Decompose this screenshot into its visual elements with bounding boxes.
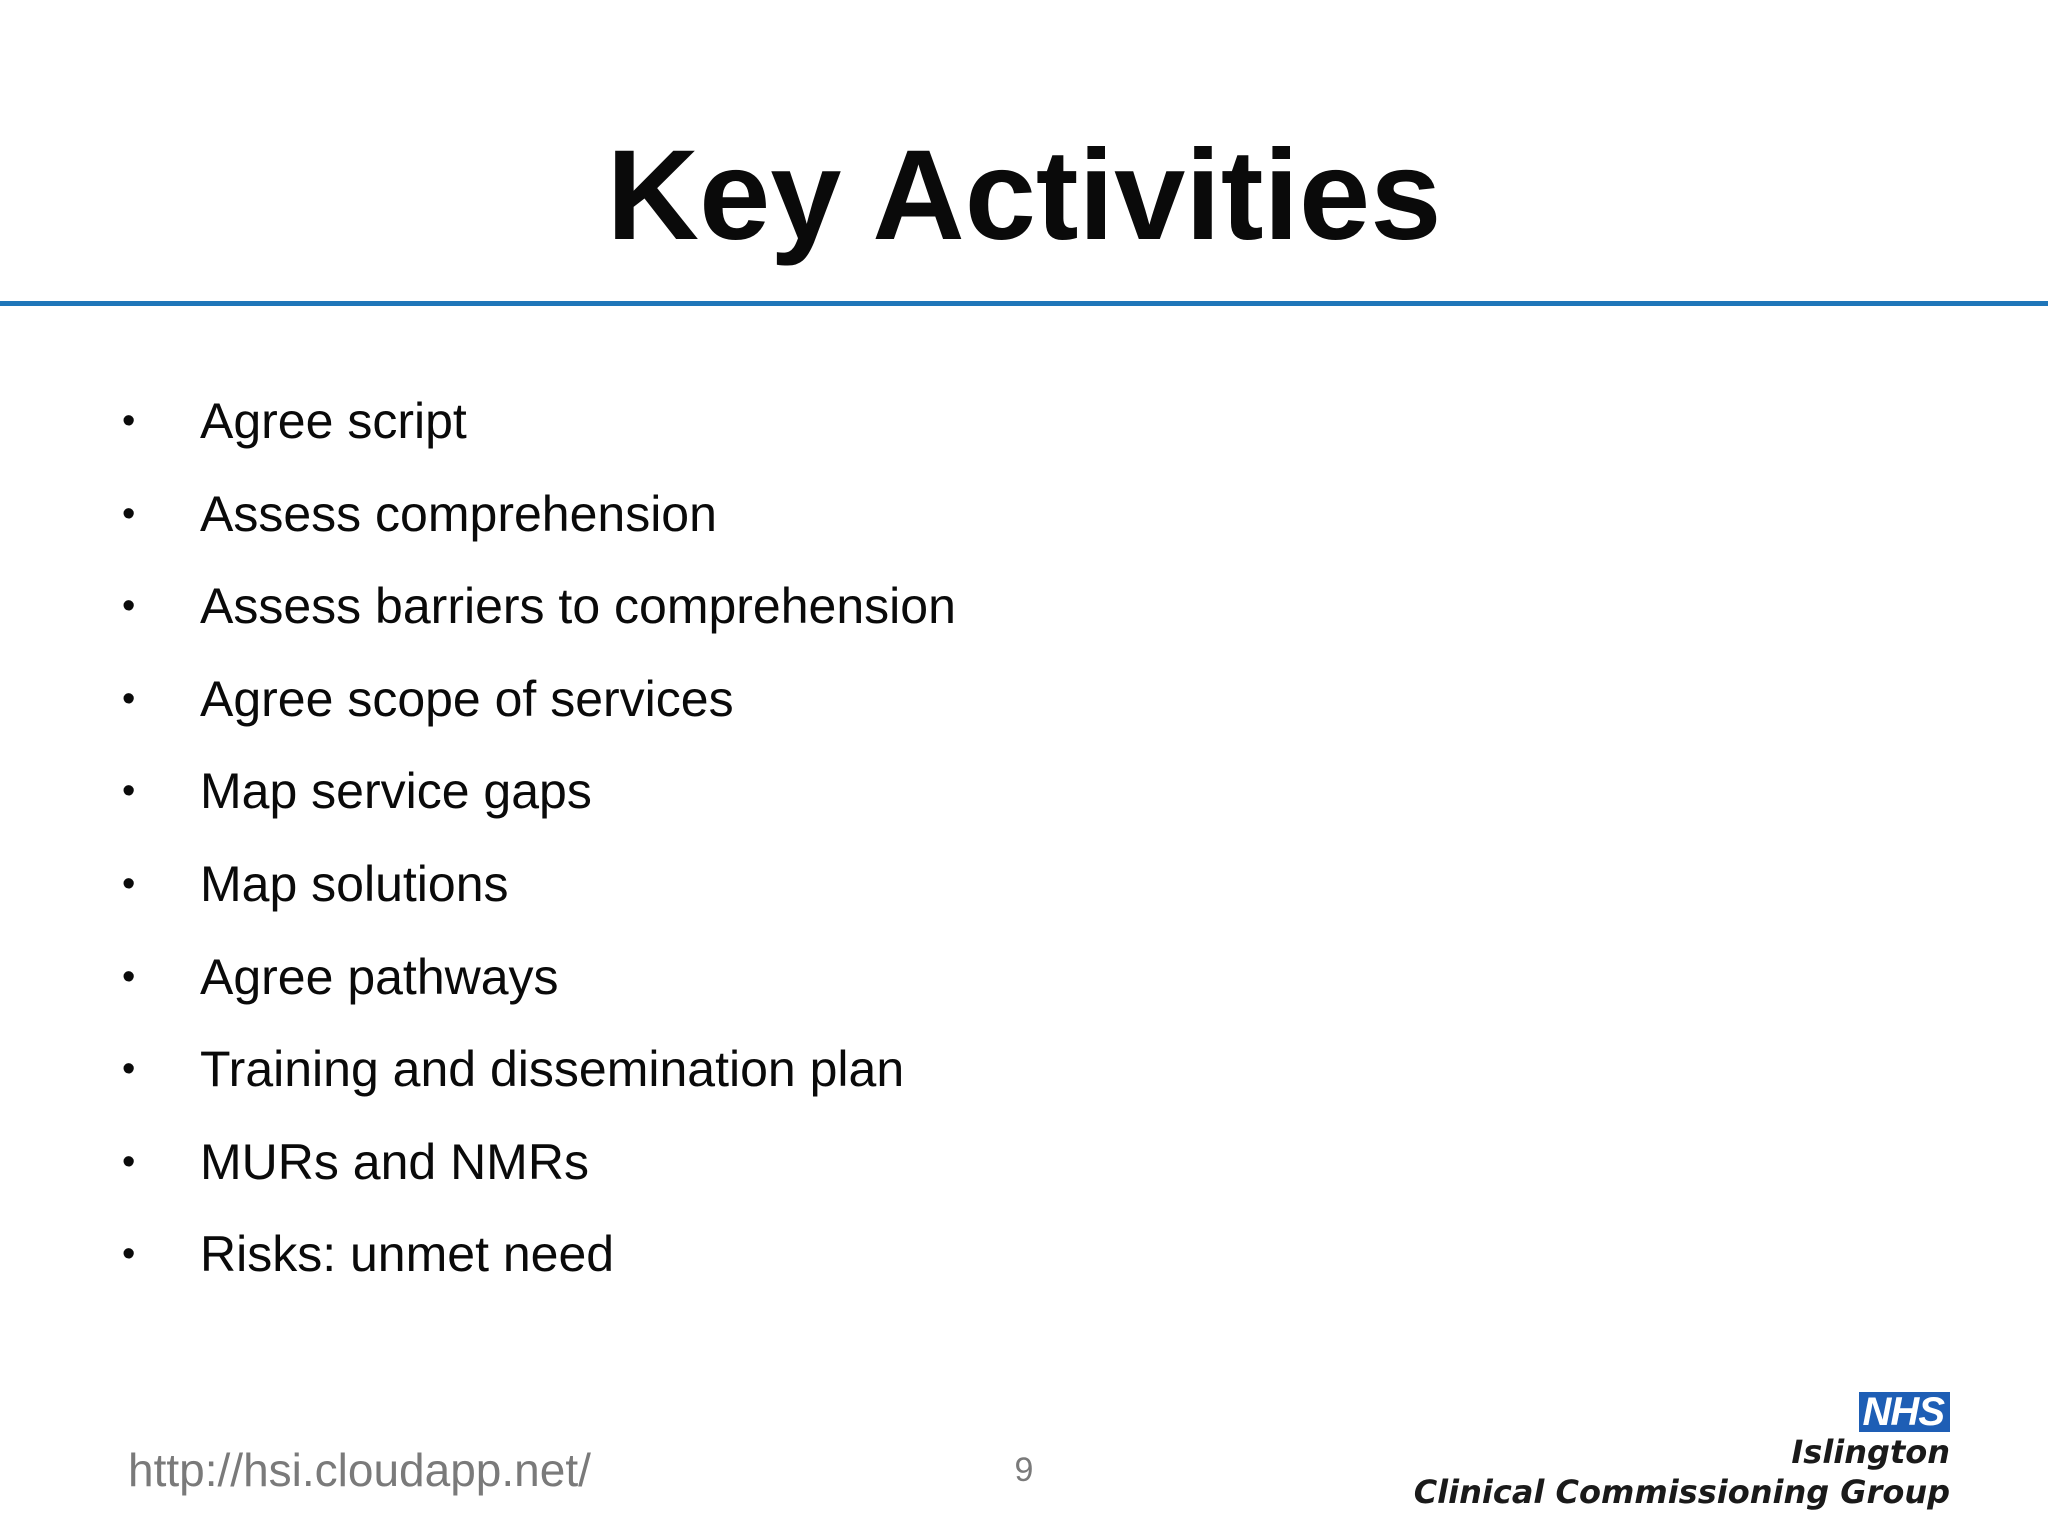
bullet-item	[0, 478, 1400, 571]
bullet-item	[0, 848, 1400, 941]
bullet-item	[0, 755, 1400, 848]
bullet-item	[0, 663, 1400, 756]
slide-title: Key Activities	[606, 124, 1442, 267]
nhs-logo	[1414, 1392, 1950, 1512]
bullet-dot-icon: •	[122, 400, 136, 442]
bullet-dot-icon: •	[122, 492, 136, 535]
bullet-item	[0, 1126, 1400, 1219]
nhs-badge: NHS	[1859, 1392, 1950, 1432]
bullet-item	[0, 385, 1400, 478]
bullet-item	[0, 1218, 1400, 1311]
bullet-text: Agree pathways	[200, 948, 559, 1005]
bullet-text: Training and dissemination plan	[200, 1041, 905, 1098]
bullet-dot-icon: •	[122, 955, 136, 998]
bullet-text: Assess barriers to comprehension	[200, 578, 956, 635]
bullet-dot-icon: •	[122, 1140, 136, 1183]
bullet-text: Agree scope of services	[200, 670, 734, 727]
bullet-item	[0, 941, 1400, 1034]
bullet-dot-icon: •	[122, 1048, 136, 1091]
bullet-text: MURs and NMRs	[200, 1133, 589, 1190]
page-number: 9	[1014, 1451, 1034, 1489]
bullet-dot-icon: •	[122, 862, 136, 905]
bullet-text: Map solutions	[200, 855, 509, 912]
bullet-dot-icon: •	[122, 585, 136, 628]
bullet-text: Assess comprehension	[200, 485, 717, 542]
bullet-text: Agree script	[200, 393, 467, 449]
logo-org-subtitle: Clinical Commissioning Group	[1413, 1473, 1950, 1511]
footer-url: http://hsi.cloudapp.net/	[128, 1444, 591, 1496]
bullet-text: Risks: unmet need	[200, 1226, 615, 1283]
bullet-list	[0, 385, 1400, 1311]
logo-org-name: Islington	[1791, 1433, 1950, 1471]
bullet-dot-icon: •	[122, 770, 136, 813]
bullet-item	[0, 570, 1400, 663]
bullet-dot-icon: •	[122, 677, 136, 720]
bullet-text: Map service gaps	[200, 763, 592, 820]
bullet-dot-icon: •	[122, 1233, 136, 1276]
bullet-item	[0, 1033, 1400, 1126]
title-divider	[0, 301, 2048, 306]
